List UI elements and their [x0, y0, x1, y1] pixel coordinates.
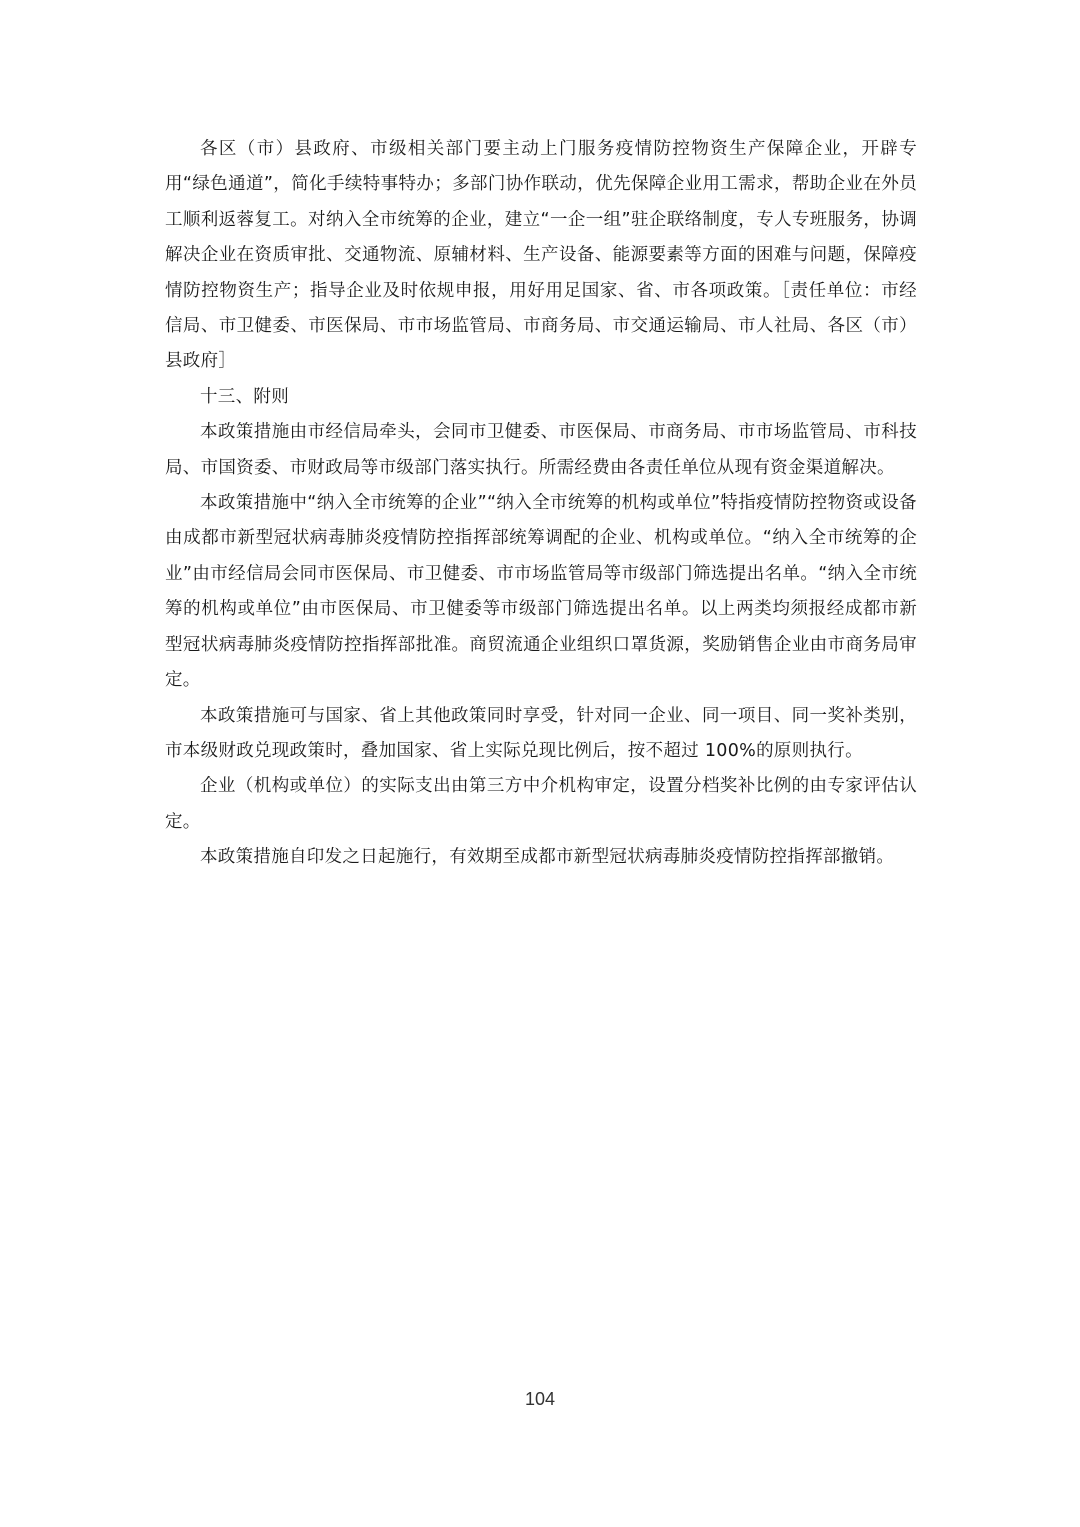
paragraph-effective-period: 本政策措施自印发之日起施行，有效期至成都市新型冠状病毒肺炎疫情防控指挥部撤销。: [200, 847, 895, 868]
paragraph-lead-department: 本政策措施由市经信局牵头，会同市卫健委、市医保局、市商务局、市市场监管局、市科技局、市国资委、市财政局等市级部门落实执行。所需经费由各责任单位从现有资金渠道解决。: [165, 422, 917, 478]
page-number: 104: [524, 1389, 556, 1409]
paragraph-definitions: 本政策措施中“纳入全市统筹的企业”“纳入全市统筹的机构或单位”特指疫情防控物资或设备由成都市新型冠状病毒肺炎疫情防控指挥部统筹调配的企业、机构或单位。“纳入全市统筹的企业”由市经信局会同市医保局、市卫健委、市市场监管局等市级部门筛选提出名单。“纳入全市统筹的机构或单位”由市医保局、市卫健委等市级部门筛选提出名单。以上两类均须报经成都市新型冠状病毒肺炎疫情防控指挥部批准。商贸流通企业组织口罩货源，奖励销售企业由市商务局审定。: [165, 493, 917, 691]
document-body: [165, 132, 917, 876]
paragraph-expense-review: 企业（机构或单位）的实际支出由第三方中介机构审定，设置分档奖补比例的由专家评估认定。: [165, 776, 917, 832]
paragraph-service-support: 各区（市）县政府、市级相关部门要主动上门服务疫情防控物资生产保障企业，开辟专用“绿色通道”，简化手续特事特办；多部门协作联动，优先保障企业用工需求，帮助企业在外员工顺利返蓉复工。对纳入全市统筹的企业，建立“一企一组”驻企联络制度，专人专班服务，协调解决企业在资质审批、交通物流、原辅材料、生产设备、能源要素等方面的困难与问题，保障疫情防控物资生产；指导企业及时依规申报，用好用足国家、省、市各项政策。［责任单位：市经信局、市卫健委、市医保局、市市场监管局、市商务局、市交通运输局、市人社局、各区（市）县政府］: [165, 139, 917, 372]
section-heading-appendix: 十三、附则: [200, 386, 289, 407]
paragraph-policy-stacking: 本政策措施可与国家、省上其他政策同时享受，针对同一企业、同一项目、同一奖补类别，市本级财政兑现政策时，叠加国家、省上实际兑现比例后，按不超过 100%的原则执行。: [165, 705, 917, 761]
